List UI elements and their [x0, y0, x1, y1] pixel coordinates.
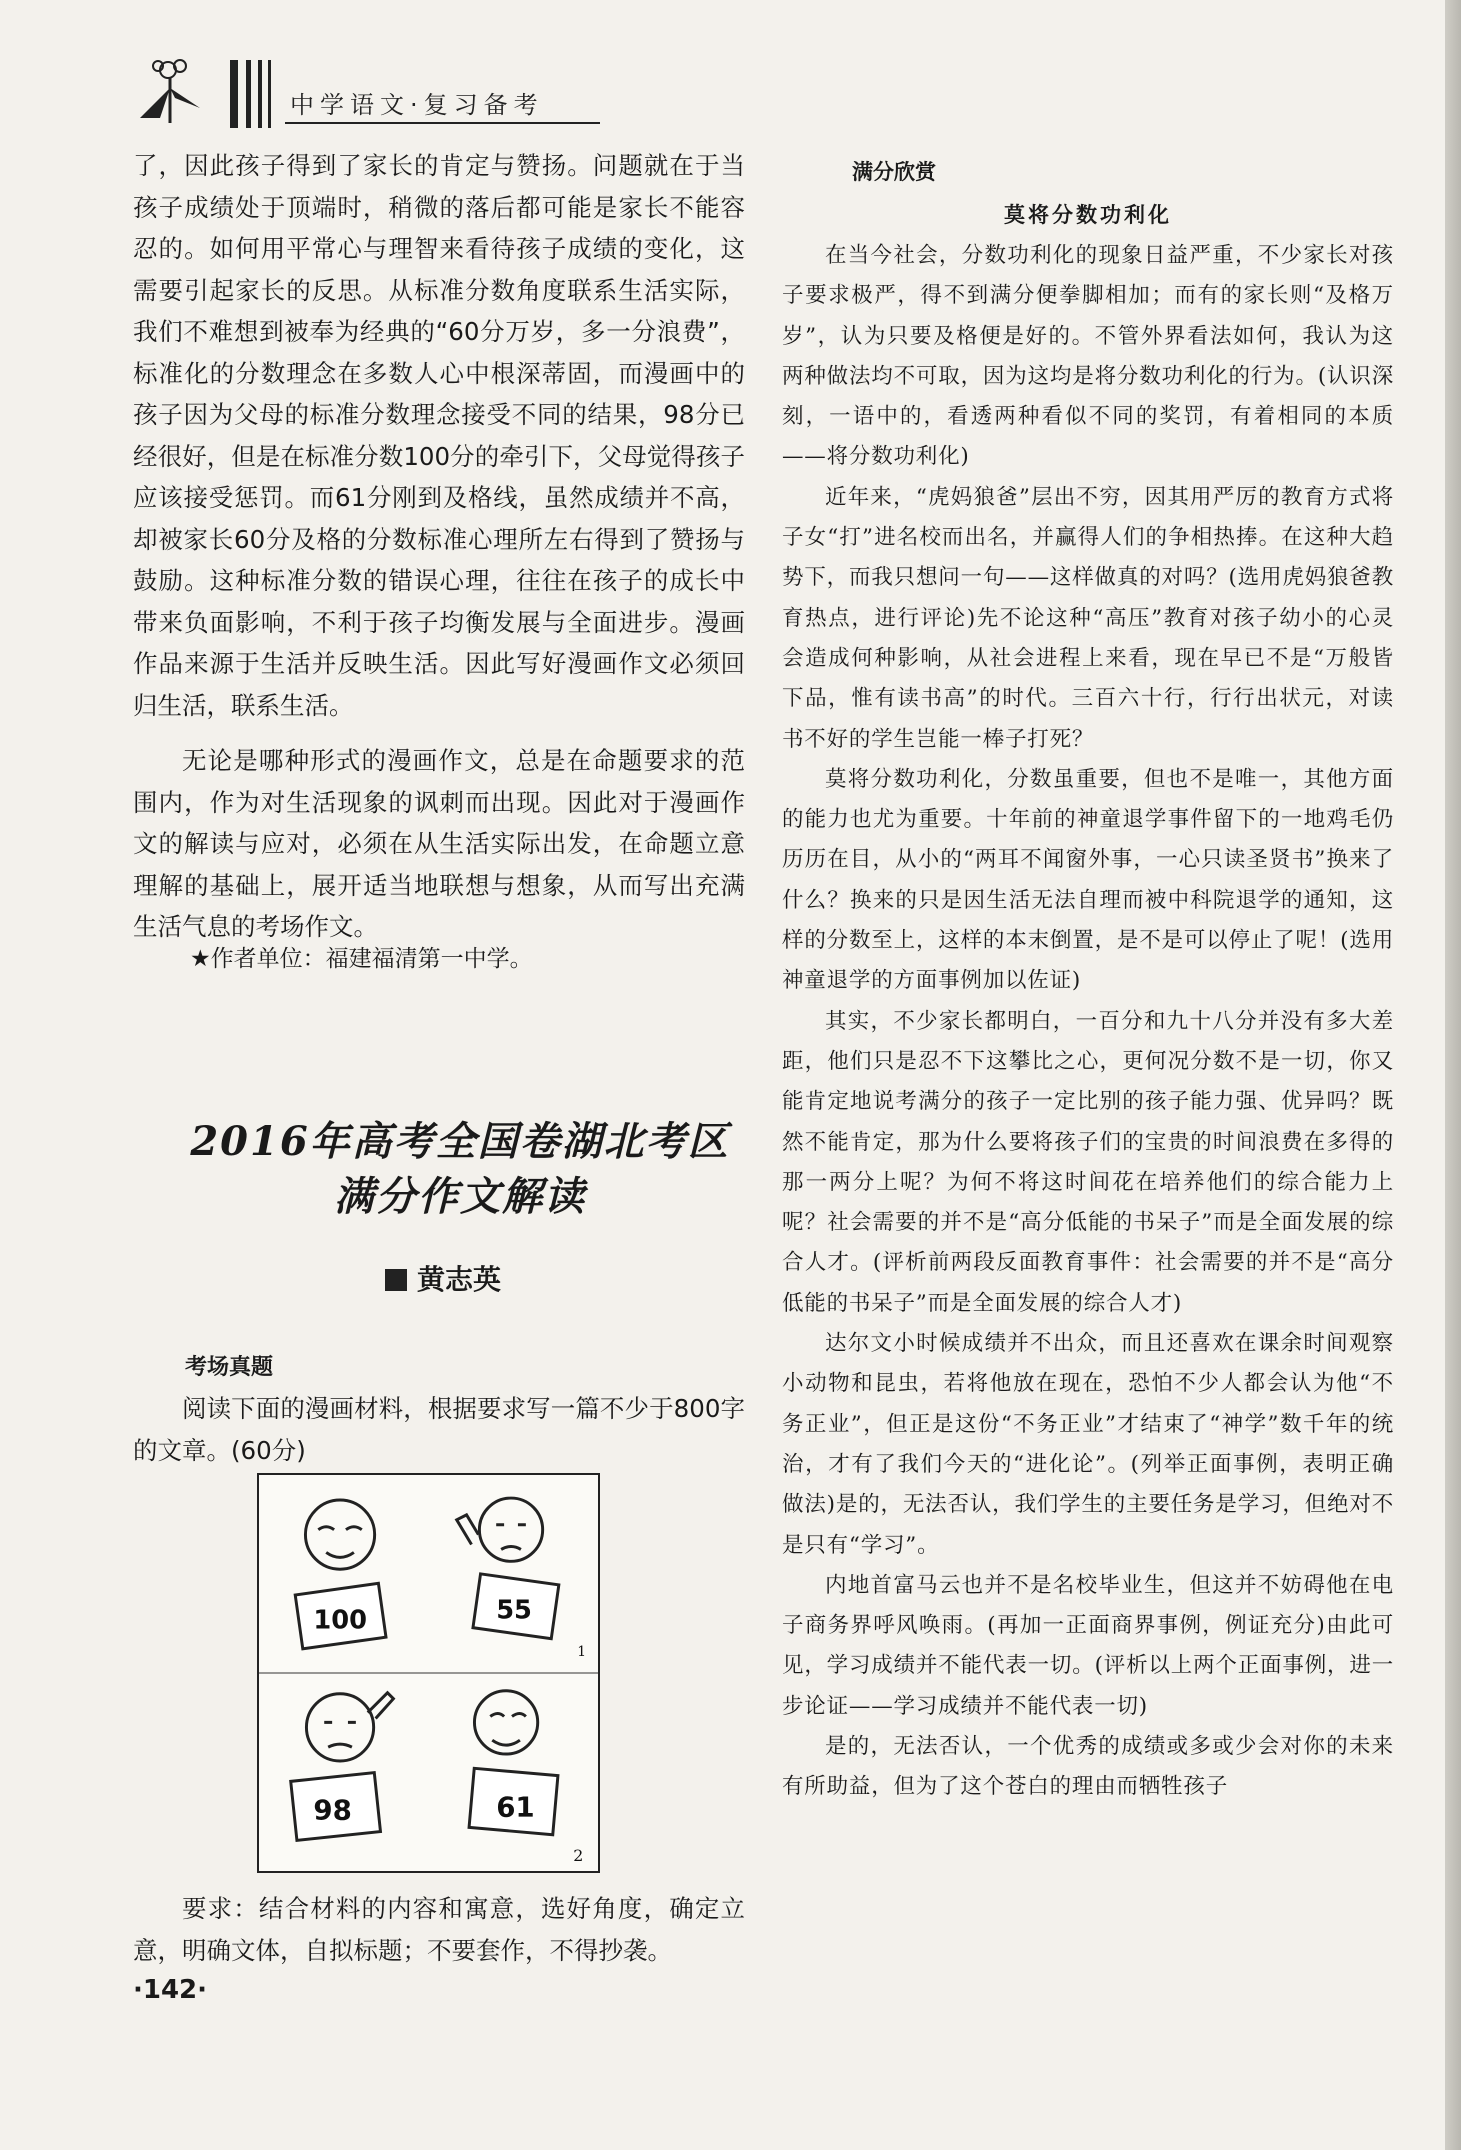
left-column: [133, 145, 745, 948]
essay-paragraph-1: 在当今社会，分数功利化的现象日益严重，不少家长对孩子要求极严，得不到满分便拳脚相加；而有的家长则“及格万岁”，认为只要及格便是好的。不管外界看法如何，我认为这两种做法均不可取，因为这均是将分数功利化的行为。(认识深刻，一语中的，看透两种看似不同的奖罚，有着相同的本质——将分数功利化): [782, 243, 1394, 470]
journal-title: 中学语文·复习备考: [290, 91, 544, 119]
left-paragraph-1: 了，因此孩子得到了家长的肯定与赞扬。问题就在于当孩子成绩处于顶端时，稍微的落后都可能是家长不能容忍的。如何用平常心与理智来看待孩子成绩的变化，这需要引起家长的反思。从标准分数角度联系生活实际，我们不难想到被奉为经典的“60分万岁，多一分浪费”，标准化的分数理念在多数人心中根深蒂固，而漫画中的孩子因为父母的标准分数理念接受不同的结果，98分已经很好，但是在标准分数100分的牵引下，父母觉得孩子应该接受惩罚。而61分刚到及格线，虽然成绩并不高，却被家长60分及格的分数标准心理所左右得到了赞扬与鼓励。这种标准分数的错误心理，往往在孩子的成长中带来负面影响，不利于孩子均衡发展与全面进步。漫画作品来源于生活并反映生活。因此写好漫画作文必须回归生活，联系生活。: [133, 151, 745, 720]
cartoon-illustration: [257, 1473, 600, 1873]
article-title-line-2: 满分作文解读: [334, 1173, 586, 1220]
flower-logo-icon: [130, 48, 220, 128]
essay-paragraph-6: 内地首富马云也并不是名校毕业生，但这并不妨碍他在电子商务界呼风唤雨。(再加一正面商界事例，例证充分)由此可见，学习成绩并不能代表一切。(评析以上两个正面事例，进一步论证——学习成绩并不能代表一切): [782, 1572, 1394, 1719]
right-column: [782, 150, 1394, 1808]
left-paragraph-2: 无论是哪种形式的漫画作文，总是在命题要求的范围内，作为对生活现象的讽刺而出现。因此对于漫画作文的解读与应对，必须在从生活实际出发，在命题立意理解的基础上，展开适当地联想与想象，从而写出充满生活气息的考场作文。: [133, 746, 745, 941]
cartoon-score-100: 100: [313, 1605, 367, 1636]
cartoon-figure-2: [457, 1498, 559, 1639]
essay-paragraph-3: 莫将分数功利化，分数虽重要，但也不是唯一，其他方面的能力也尤为重要。十年前的神童退学事件留下的一地鸡毛仍历历在目，从小的“两耳不闻窗外事，一心只读圣贤书”换来了什么？换来的只是因生活无法自理而被中科院退学的通知，这样的分数至上，这样的本末倒置，是不是可以停止了呢！(选用神童退学的方面事例加以佐证): [782, 766, 1394, 994]
author-name: 黄志英: [417, 1263, 502, 1296]
cartoon-figure-3: [291, 1693, 394, 1841]
requirement-text: 要求：结合材料的内容和寓意，选好角度，确定立意，明确文体，自拟标题；不要套作，不得抄袭。: [133, 1894, 745, 1965]
page-header: [130, 40, 600, 130]
author-unit: ★作者单位：福建福清第一中学。: [190, 946, 533, 972]
cartoon-drawing: [259, 1475, 598, 1871]
header-rule: [285, 122, 600, 124]
cartoon-figure-4: [469, 1691, 558, 1835]
article-author: [385, 1258, 501, 1298]
section-label-essay: 满分欣赏: [852, 160, 936, 184]
essay-title: 莫将分数功利化: [1004, 202, 1172, 227]
cartoon-figure-1: [295, 1500, 386, 1649]
exam-prompt: [133, 1388, 745, 1471]
essay-paragraph-4: 其实，不少家长都明白，一百分和九十八分并没有多大差距，他们只是忍不下这攀比之心，更何况分数不是一切，你又能肯定地说考满分的孩子一定比别的孩子能力强、优异吗？既然不能肯定，那为什么要将孩子们的宝贵的时间浪费在多得的那一两分上呢？为何不将这时间花在培养他们的综合能力上呢？社会需要的并不是“高分低能的书呆子”而是全面发展的综合人才。(评析前两段反面教育事件：社会需要的并不是“高分低能的书呆子”而是全面发展的综合人才): [782, 1008, 1394, 1316]
essay-paragraph-7: 是的，无法否认，一个优秀的成绩或多或少会对你的未来有所助益，但为了这个苍白的理由而牺牲孩子: [782, 1733, 1394, 1800]
author-marker-icon: [385, 1269, 407, 1291]
cartoon-panel-1: 1: [577, 1644, 587, 1661]
section-label-exam: 考场真题: [185, 1355, 274, 1380]
cartoon-score-55: 55: [496, 1595, 532, 1626]
cartoon-panel-2: 2: [573, 1845, 584, 1865]
cartoon-score-98: 98: [313, 1793, 352, 1827]
page-number: ·142·: [133, 1975, 208, 2005]
cartoon-score-61: 61: [496, 1790, 535, 1824]
page-edge: [1445, 0, 1461, 2150]
essay-paragraph-2: 近年来，“虎妈狼爸”层出不穷，因其用严厉的教育方式将子女“打”进名校而出名，并赢得人们的争相热捧。在这种大趋势下，而我只想问一句——这样做真的对吗？(选用虎妈狼爸教育热点，进行评论)先不论这种“高压”教育对孩子幼小的心灵会造成何种影响，从社会进程上来看，现在早已不是“万般皆下品，惟有读书高”的时代。三百六十行，行行出状元，对读书不好的学生岂能一棒子打死？: [782, 484, 1394, 752]
exam-requirement: [133, 1888, 745, 1971]
essay-paragraph-5: 达尔文小时候成绩并不出众，而且还喜欢在课余时间观察小动物和昆虫，若将他放在现在，恐怕不少人都会认为他“不务正业”，但正是这份“不务正业”才结束了“神学”数千年的统治，才有了我们今天的“进化论”。(列举正面事例，表明正确做法)是的，无法否认，我们学生的主要任务是学习，但绝对不是只有“学习”。: [782, 1331, 1394, 1558]
article-title-line-1: 2016年高考全国卷湖北考区: [190, 1118, 730, 1165]
prompt-text: 阅读下面的漫画材料，根据要求写一篇不少于800字的文章。(60分): [133, 1394, 745, 1465]
